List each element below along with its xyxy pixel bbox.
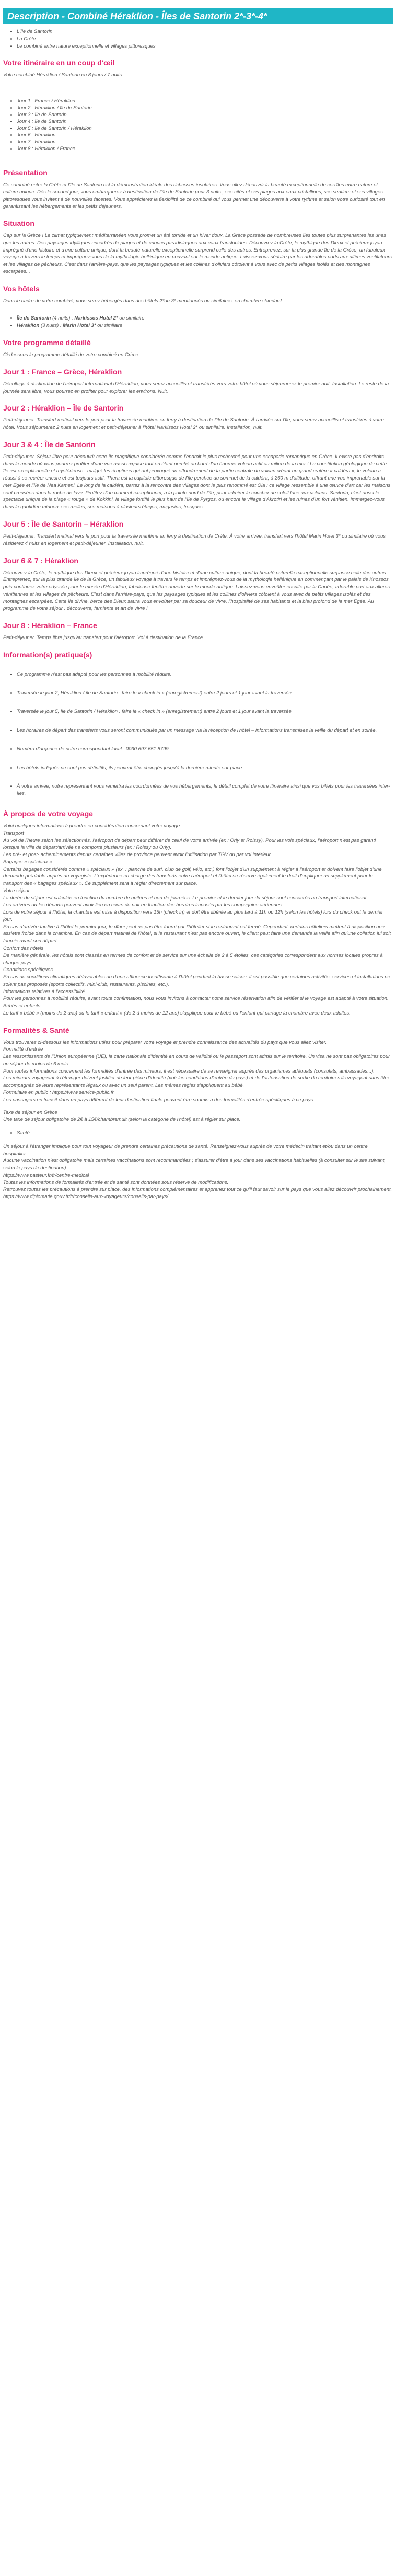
list-item: • Numéro d'urgence de notre correspondant local : 0030 697 651 8799: [17, 746, 393, 753]
day2-text: Petit-déjeuner. Transfert matinal vers le port pour la traversée maritime en ferry à destination de l'île de Santorin. À l'arrivée sur l'île, vous serez accueillis et transférés à votre hôtel. Vous séjournerez 2 nuits en logement et petit-déjeuner à l'hôtel Narkissos Hotel 2* ou similaire. Installation, nuit.: [3, 417, 384, 431]
information-list: [3, 671, 393, 797]
itinerary-heading: Votre itinéraire en un coup d'œil: [3, 59, 115, 67]
about-line: La durée du séjour est calculée en fonction du nombre de nuitées et non de journées. Le premier et le dernier jour du séjour sont consacrés au transport international.: [3, 895, 368, 901]
situation-heading: Situation: [3, 219, 34, 228]
day34-heading: Jour 3 & 4 : Île de Santorin: [3, 440, 96, 449]
intro-list: [3, 28, 393, 50]
itinerary-list: [3, 98, 393, 152]
day5-heading: Jour 5 : Île de Santorin – Héraklion: [3, 519, 124, 528]
about-line: Le tarif « bébé » (moins de 2 ans) ou le tarif « enfant » (de 2 à moins de 12 ans) s'applique pour le bébé ou l'enfant qui partage la chambre avec deux adultes.: [3, 1010, 351, 1016]
list-item: • Les hôtels indiqués ne sont pas définitifs, ils peuvent être changés jusqu'à la dernière minute sur place.: [17, 765, 393, 772]
itinerary-summary: Votre combiné Héraklion / Santorin en 8 jours / 7 nuits :: [3, 72, 125, 78]
list-item: • Île de Santorin (4 nuits) : Narkissos Hotel 2* ou similaire: [17, 315, 393, 322]
day67-heading: Jour 6 & 7 : Héraklion: [3, 556, 78, 565]
about-line: En cas d'arrivée tardive à l'hôtel le premier jour, le dîner peut ne pas être fourni par l'hôtelier si le restaurant est fermé. Cependant, certains hôteliers mettent à disposition une assiette froide dans la chambre. En cas de départ matinal de l'hôtel, si le restaurant n'est pas encore ouvert, le client peut faire une demande la veille afin qu'une collation lui soit fournie avant son départ.: [3, 924, 391, 944]
about-line: Au vol de l'heure selon les sélectionnés, l'aéroport de départ peut différer de celui de votre arrivée (ex : Orly et Roissy). Pour les vols spéciaux, l'aéroport n'est pas garanti lorsque la ville de départ/arrivée ne comporte plusieurs (ex : Roissy ou Orly).: [3, 837, 376, 851]
about-line: Lors de votre séjour à l'hôtel, la chambre est mise à disposition vers 15h (check in) et doit être libérée au plus tard à 11h ou 12h (selon les hôtels) lors du check out le dernier jour.: [3, 909, 383, 922]
presentation-text: Ce combiné entre la Crète et l'île de Santorin est la démonstration idéale des richesses insulaires. Vous allez découvrir la beauté exceptionnelle de ces îles entre nature et culture unique. Dès le second jour, vous embarquerez à destination de l'île de Santorin pour 3 nuits ; ses cités et ses plages aux eaux cristallines, ses sentiers et ses villages pittoresques vous invitent à de nouvelles facettes. Vous apprécierez la flexibilité de ce combiné qui vous permet une découverte à votre rythme et selon votre curiosité tout en garantissant les hébergements et les petits déjeuners.: [3, 182, 385, 210]
situation-text: Cap sur la Grèce ! Le climat typiquement méditerranéen vous promet un été torride et un hiver doux. La Grèce possède de nombreuses îles toutes plus surprenantes les unes que les autres. Des paysages idylliques encadrés de plages et de criques paradisiaques aux eaux translucides. Découvrez la Crète, le mythique des Dieux et précieux joyau imprégné d'une histoire et d'une culture unique, dont la beauté naturelle exceptionnelle surprend celle des autres. Entreprenez, sur la plus grande île de la Grèce, un fabuleux voyage à travers le temps et imprégnez-vous de la mythologie hellénique en pouvant sur le monde antique. Laissez-vous séduire par les adorables ports aux ultimes ventilateurs et les villages de pêcheurs. C'est dans l'arrière-pays, que les paysages typiques et les collines d'oliviers côtoient à vous avec de petits villages isolés et des montagnes escarpées...: [3, 233, 392, 275]
list-item: • Traversée le jour 2, Héraklion / île de Santorin : faire le « check in » (enregistrement) entre 2 jours et 1 jour avant la traversée: [17, 690, 393, 697]
list-item: • À votre arrivée, notre représentant vous remettra les coordonnées de vos hébergements, le détail complet de votre itinéraire ainsi que vos billets pour les traversées inter-îles.: [17, 783, 393, 797]
main-content: [0, 28, 396, 1201]
list-item: • Jour 3 : île de Santorin: [17, 111, 393, 118]
list-item: • Jour 4 : île de Santorin: [17, 118, 393, 125]
page: [0, 0, 396, 1201]
program-heading: Votre programme détaillé: [3, 338, 91, 347]
formalities-line: Taxe de séjour en Grèce: [3, 1109, 57, 1115]
formalities-line: Vous trouverez ci-dessous les informations utiles pour préparer votre voyage et prendre connaissance des actualités du pays que vous allez visiter.: [3, 1039, 327, 1045]
list-item: • L'île de Santorin: [17, 28, 393, 36]
about-line: Bagages « spéciaux »: [3, 859, 52, 865]
day67-text: Découvrez la Crète, le mythique des Dieux et précieux joyau imprégné d'une histoire et d'une culture unique, dont la beauté naturelle exceptionnelle surpasse celle des autres. Entreprenez, sur la plus grande île de la Grèce, un fabuleux voyage à travers le temps et imprégnez-vous de la mythologie hellénique en commençant par le palais de Knossos puis continuez votre odyssée pour le musée d'Héraklion, fabuleuse fenêtre ouverte sur le monde antique. Laissez-vous envoûter ensuite par la Canée, adorable port aux allures vénitiennes et les villages de pêcheurs. C'est dans l'arrière-pays, que les paysages typiques et les collines d'oliviers côtoient à vous avec de petits villages isolés et des montagnes escarpées. Cette île divine, berce des Dieux saura vous envoûter par sa douceur de vivre, l'hospitalité de ses habitants et la bleu profond de la mer Égée. Au programme de votre séjour : découverte, farniente et art de vivre !: [3, 569, 390, 612]
hotels-heading: Vos hôtels: [3, 284, 40, 293]
about-line: Informations relatives à l'accessibilité: [3, 988, 85, 995]
about-line: Les pré- et post- acheminements depuis certaines villes de province peuvent avoir l'utilisation par TGV ou par vol intérieur.: [3, 852, 272, 858]
about-line: Conditions spécifiques: [3, 967, 53, 973]
about-line: Voici quelques informations à prendre en considération concernant votre voyage.: [3, 823, 181, 829]
day1-heading: Jour 1 : France – Grèce, Héraklion: [3, 367, 122, 376]
formalities-line: Les mineurs voyageant à l'étranger doivent justifier de leur pièce d'identité (voir les conditions d'entrée du pays) et de l'autorisation de sortie du territoire s'ils voyagent sans être accompagnés de leurs représentants légaux ou avec un seul parent. Les mêmes règles s'appliquent au bébé.: [3, 1075, 389, 1089]
about-line: Transport: [3, 830, 24, 836]
formalities-line: Retrouvez toutes les précautions à prendre sur place, des informations complémentaires et apprenez tout ce qu'il faut savoir sur le pays que vous allez découvrir prochainement.: [3, 1187, 392, 1193]
formalities-line: Formulaire en public : https://www.service-public.fr: [3, 1090, 114, 1096]
formalities-line: Un séjour à l'étranger implique pour tout voyageur de prendre certaines précautions de santé. Renseignez-vous auprès de votre médecin traitant et/ou dans un centre hospitalier.: [3, 1143, 368, 1157]
list-item: • Jour 7 : Héraklion: [17, 139, 393, 145]
hotels-text: Dans le cadre de votre combiné, vous serez hébergés dans des hôtels 2*ou 3* mentionnés ou similaires, en chambre standard.: [3, 298, 283, 304]
hotels-list: [3, 315, 393, 329]
list-item: • Jour 8 : Héraklion / France: [17, 145, 393, 152]
formalities-line: Pour toutes informations concernant les formalités d'entrée des mineurs, il est nécessaire de se renseigner auprès des organismes adéquats (consulats, ambassades...).: [3, 1068, 375, 1074]
about-line: Bébés et enfants: [3, 1003, 41, 1009]
health-list: [3, 1130, 393, 1137]
day34-text: Petit-déjeuner. Séjour libre pour découvrir cette île magnifique considérée comme l'endroit le plus recherché pour une escapade romantique en Grèce. Il existe pas d'endroits dans le monde où vous pourrez profiter d'une vue aussi exquise tout en étant perché au bord d'un énorme volcan actif au milieu de la mer ! La constitution géologique de cette île est exceptionnelle et mystérieuse : malgré les éruptions qui ont provoqué un effondrement de la partie centrale du volcan créant un grand cratère « caldéra », le volcan a réussi à se recréer encore et est toujours actif. Thera est la capitale pittoresque de l'île perchée au sommet de la caldéra, à 260 m d'altitude, offrant une vue imprenable sur la mer Égée et l'île de Nea Kameni. Le long de la caldéra, partez à la rencontre des villages dont le plus renommé est Oia : ce village ressemble à une œuvre d'art car les maisons sont creusées dans la roche de lave. Profitez d'un moment exceptionnel, à la pointe nord de l'île, pour admirer le coucher de soleil face aux volcans. Santorin, c'est aussi le spectacle unique de la plage « rouge » de Kokkini, le village fortifié le plus haut de l'île de Pyrgos, ou encore le village d'Akrotiri et les ruines d'un fort vénitien. Immergez-vous dans le quotidien minoen, ses ruelles, ses maisons à plusieurs étages, magasins, fresques...: [3, 453, 391, 510]
program-text: Ci-dessous le programme détaillé de votre combiné en Grèce.: [3, 352, 140, 358]
list-item: • Ce programme n'est pas adapté pour les personnes à mobilité réduite.: [17, 671, 393, 678]
about-heading: À propos de votre voyage: [3, 809, 93, 818]
list-item: • Jour 1 : France / Héraklion: [17, 98, 393, 105]
list-item: • Jour 6 : Héraklion: [17, 132, 393, 139]
about-line: Confort des hôtels: [3, 945, 44, 951]
list-item: • Traversée le jour 5, île de Santorin / Héraklion : faire le « check in » (enregistrement) entre 2 jours et 1 jour avant la traversée: [17, 708, 393, 715]
formalities-line: Aucune vaccination n'est obligatoire mais certaines vaccinations sont recommandées ; s'assurer d'être à jour dans ses vaccinations habituelles (à consulter sur le site suivant, selon le pays de destination) :: [3, 1158, 386, 1171]
about-body: [3, 823, 393, 1017]
about-line: Votre séjour: [3, 887, 30, 894]
presentation-heading: Présentation: [3, 168, 48, 177]
day5-text: Petit-déjeuner. Transfert matinal vers le port pour la traversée maritime en ferry à destination de Crète. À votre arrivée, transfert vers l'hôtel Marin Hotel 3* ou similaire où vous résiderez 4 nuits en logement et petit-déjeuner. Installation, nuit.: [3, 533, 386, 546]
about-line: En cas de conditions climatiques défavorables ou d'une affluence insuffisante à l'hôtel pendant la basse saison, il est possible que certaines activités, services et installations ne soient pas proposés (sports collectifs, mini-club, restaurants, piscines, etc.).: [3, 974, 390, 987]
formalities-line: Une taxe de séjour obligatoire de 2€ à 15€/chambre/nuit (selon la catégorie de l'hôtel) est à régler sur place.: [3, 1116, 241, 1123]
day2-heading: Jour 2 : Héraklion – Île de Santorin: [3, 404, 124, 413]
formalities-line: Formalité d'entrée: [3, 1046, 43, 1053]
list-item: • Jour 5 : île de Santorin / Héraklion: [17, 125, 393, 132]
formalities-line: Toutes les informations de formalités d'entrée et de santé sont données sous réserve de modifications.: [3, 1179, 229, 1186]
formalities-line: https://www.pasteur.fr/fr/centre-medical: [3, 1172, 89, 1178]
list-item: • Héraklion (3 nuits) : Marin Hotel 3* ou similaire: [17, 322, 393, 329]
formalities-line: Les passagers en transit dans un pays différent de leur destination finale peuvent être soumis à des formalités d'entrée spécifiques à ce pays.: [3, 1097, 315, 1103]
day8-heading: Jour 8 : Héraklion – France: [3, 621, 97, 630]
about-line: Certains bagages considérés comme « spéciaux » (ex. : planche de surf, club de golf, vélo, etc.) font l'objet d'un supplément à régler à l'aéroport et doivent faire l'objet d'une demande préalable auprès du voyagiste. L'expérience en charge des transferts entre l'aéroport et l'hôtel se réserve également le droit d'appliquer un supplément pour le transport des « bagages spéciaux ». Ce supplément sera à régler directement sur place.: [3, 866, 382, 887]
page-title: Description - Combiné Héraklion - Îles de Santorin 2*-3*-4*: [7, 11, 267, 21]
list-item: • Santé: [17, 1130, 393, 1137]
day8-text: Petit-déjeuner. Temps libre jusqu'au transfert pour l'aéroport. Vol à destination de la France.: [3, 635, 204, 641]
formalities-body: [3, 1039, 393, 1201]
day1-text: Décollage à destination de l'aéroport international d'Héraklion, vous serez accueillis et transférés vers votre hôtel où vous séjournerez le premier nuit. Installation. Le reste de la journée sera libre, vous pourrez en profiter pour explorer les environs. Nuit.: [3, 381, 389, 394]
formalities-line: Les ressortissants de l'Union européenne (UE), la carte nationale d'identité en cours de validité ou le passeport sont admis sur le territoire. Un visa ne sont pas obligatoires pour un séjour de moins de 6 mois.: [3, 1054, 390, 1067]
formalities-heading: Formalités & Santé: [3, 1025, 69, 1034]
list-item: • La Crète: [17, 36, 393, 43]
title-banner: [3, 8, 393, 24]
list-item: • Les horaires de départ des transferts vous seront communiqués par un message via la réception de l'hôtel – informations transmises la veille du départ et en soirée.: [17, 727, 393, 734]
formalities-line: https://www.diplomatie.gouv.fr/fr/conseils-aux-voyageurs/conseils-par-pays/: [3, 1194, 168, 1200]
about-line: Pour les personnes à mobilité réduite, avant toute confirmation, nous vous invitons à contacter notre service réservation afin de vérifier si le voyage est adapté à votre situation.: [3, 996, 389, 1002]
about-line: Les arrivées ou les départs peuvent avoir lieu en cours de nuit en fonction des horaires imposés par les compagnies aériennes.: [3, 902, 283, 908]
list-item: • Le combiné entre nature exceptionnelle et villages pittoresques: [17, 43, 393, 50]
information-heading: Information(s) pratique(s): [3, 650, 92, 659]
about-line: De manière générale, les hôtels sont classés en termes de confort et de service sur une échelle de 2 à 5 étoiles, ces catégories correspondent aux normes locales propres à chaque pays.: [3, 952, 383, 966]
list-item: • Jour 2 : Héraklion / île de Santorin: [17, 105, 393, 111]
